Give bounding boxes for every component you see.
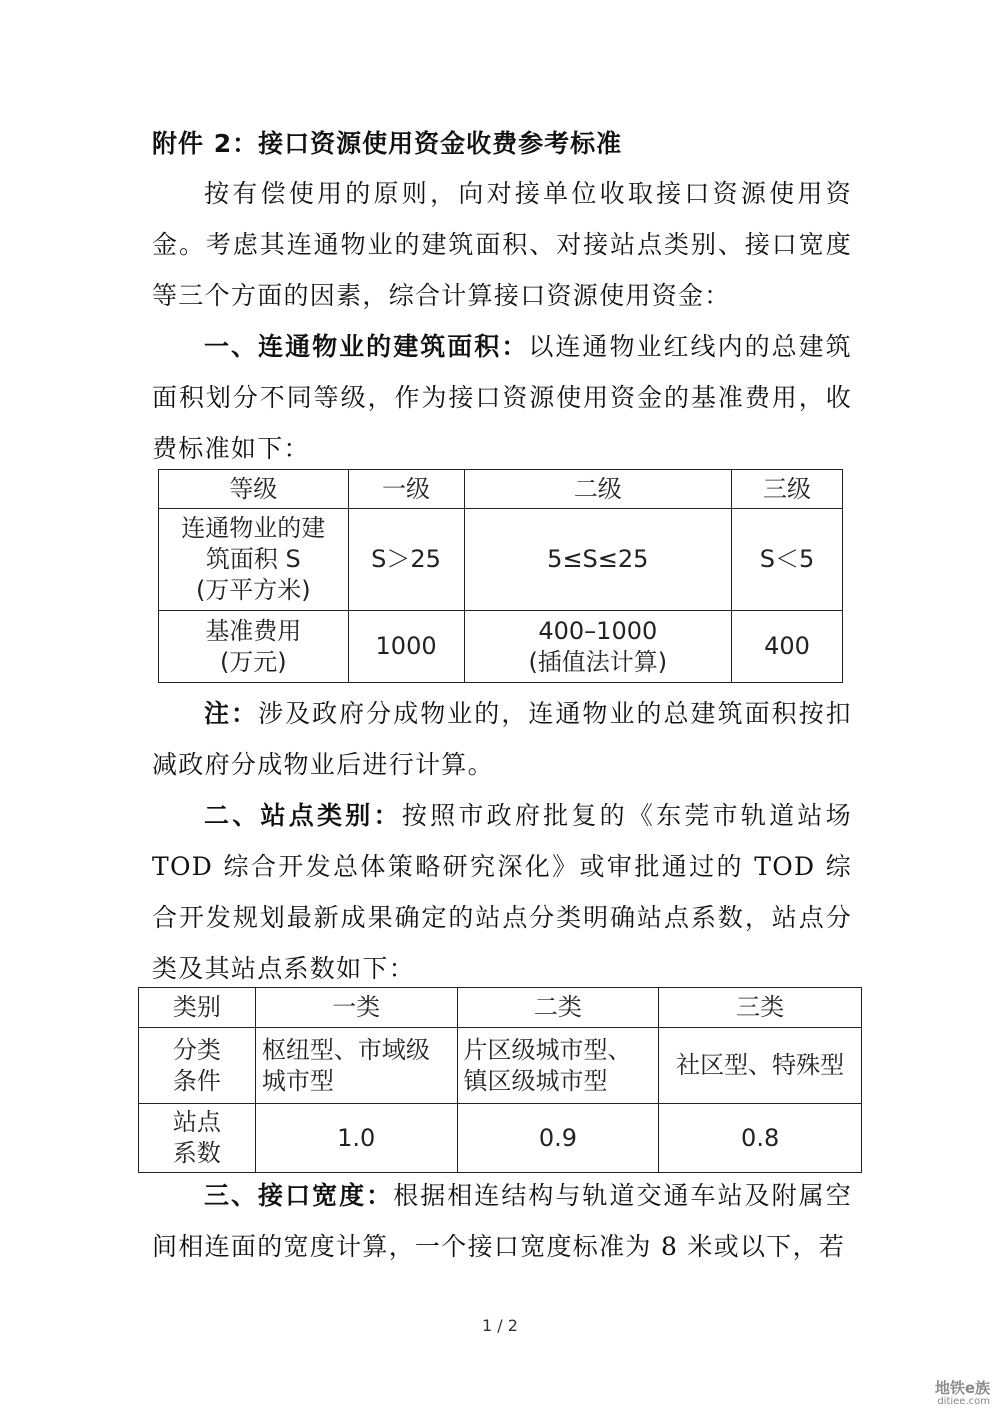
table-row-label bbox=[159, 509, 349, 611]
table-cell bbox=[464, 611, 732, 683]
table-header-cell: 类别 bbox=[139, 988, 256, 1028]
section3-title: 三、接口宽度： bbox=[204, 1181, 394, 1210]
table-cell: 5≤S≤25 bbox=[464, 509, 732, 611]
cell-line: 枢纽型、市域级 bbox=[261, 1035, 430, 1064]
label-line: (万平方米) bbox=[195, 576, 311, 604]
table-cell: 1.0 bbox=[255, 1104, 457, 1173]
table-row-label bbox=[139, 1104, 256, 1173]
note-paragraph bbox=[152, 688, 852, 790]
label-line: (万元) bbox=[219, 647, 287, 676]
document-heading: 附件 2：接口资源使用资金收费参考标准 bbox=[152, 129, 623, 158]
cell-line: (插值法计算) bbox=[528, 647, 668, 676]
table-header-cell: 三类 bbox=[659, 988, 862, 1028]
table-cell: 社区型、特殊型 bbox=[659, 1028, 862, 1104]
table-header-cell: 二级 bbox=[464, 470, 732, 509]
table-row bbox=[159, 611, 843, 683]
section1-text: 以连通物业红线内的总建筑面积划分不同等级，作为接口资源使用资金的基准费用，收费标准如下： bbox=[152, 332, 852, 463]
cell-line: 城市型 bbox=[261, 1066, 334, 1095]
section3-text: 根据相连结构与轨道交通车站及附属空间相连面的宽度计算，一个接口宽度标准为 8 米或以下，若 bbox=[152, 1181, 852, 1261]
label-line: 筑面积 S bbox=[205, 545, 301, 573]
watermark-logo bbox=[935, 1380, 990, 1407]
table-header-cell: 三级 bbox=[732, 470, 843, 509]
table-row bbox=[159, 509, 843, 611]
table-row bbox=[159, 470, 843, 509]
table-row bbox=[139, 1028, 862, 1104]
table-cell: 400 bbox=[732, 611, 843, 683]
table-header-cell: 二类 bbox=[457, 988, 659, 1028]
cell-line: 镇区级城市型 bbox=[463, 1066, 608, 1095]
note-title: 注： bbox=[204, 699, 259, 728]
table-header-cell: 一级 bbox=[348, 470, 464, 509]
label-line: 系数 bbox=[172, 1139, 221, 1167]
table-cell bbox=[457, 1028, 659, 1104]
intro-paragraph: 按有偿使用的原则，向对接单位收取接口资源使用资金。考虑其连通物业的建筑面积、对接站点类别、接口宽度等三个方面的因素，综合计算接口资源使用资金： bbox=[152, 179, 852, 310]
table-header-cell: 等级 bbox=[159, 470, 349, 509]
label-line: 基准费用 bbox=[205, 616, 302, 645]
label-line: 连通物业的建 bbox=[181, 514, 326, 542]
section1-paragraph bbox=[152, 321, 852, 474]
table-row-label bbox=[139, 1028, 256, 1104]
table-row-label bbox=[159, 611, 349, 683]
table-cell: 0.9 bbox=[457, 1104, 659, 1173]
section2-title: 二、站点类别： bbox=[204, 801, 402, 830]
label-line: 站点 bbox=[172, 1108, 221, 1136]
watermark-line: 地铁e族 bbox=[934, 1379, 990, 1397]
table-cell bbox=[255, 1028, 457, 1104]
table-row bbox=[139, 1104, 862, 1173]
page-number: 1 / 2 bbox=[482, 1316, 518, 1335]
table-header-cell: 一类 bbox=[255, 988, 457, 1028]
label-line: 分类 bbox=[172, 1035, 221, 1064]
table-cell: 0.8 bbox=[659, 1104, 862, 1173]
section2-text: 按照市政府批复的《东莞市轨道站场 TOD 综合开发总体策略研究深化》或审批通过的 TOD 综合开发规划最新成果确定的站点分类明确站点系数，站点分类及其站点系数如下： bbox=[152, 801, 852, 983]
table-cell: S＜5 bbox=[732, 509, 843, 611]
table-row bbox=[139, 988, 862, 1028]
cell-line: 片区级城市型、 bbox=[463, 1035, 632, 1064]
note-text: 涉及政府分成物业的，连通物业的总建筑面积按扣减政府分成物业后进行计算。 bbox=[152, 699, 852, 779]
table-cell: 1000 bbox=[348, 611, 464, 683]
section2-paragraph bbox=[152, 790, 852, 994]
section3-paragraph bbox=[152, 1170, 852, 1272]
table-cell: S＞25 bbox=[348, 509, 464, 611]
section1-title: 一、连通物业的建筑面积： bbox=[204, 332, 529, 361]
station-coefficient-table bbox=[138, 987, 862, 1173]
area-fee-table bbox=[158, 469, 843, 683]
cell-line: 400–1000 bbox=[538, 616, 658, 645]
watermark-line: ditiee.com bbox=[937, 1396, 990, 1407]
label-line: 条件 bbox=[172, 1066, 221, 1095]
